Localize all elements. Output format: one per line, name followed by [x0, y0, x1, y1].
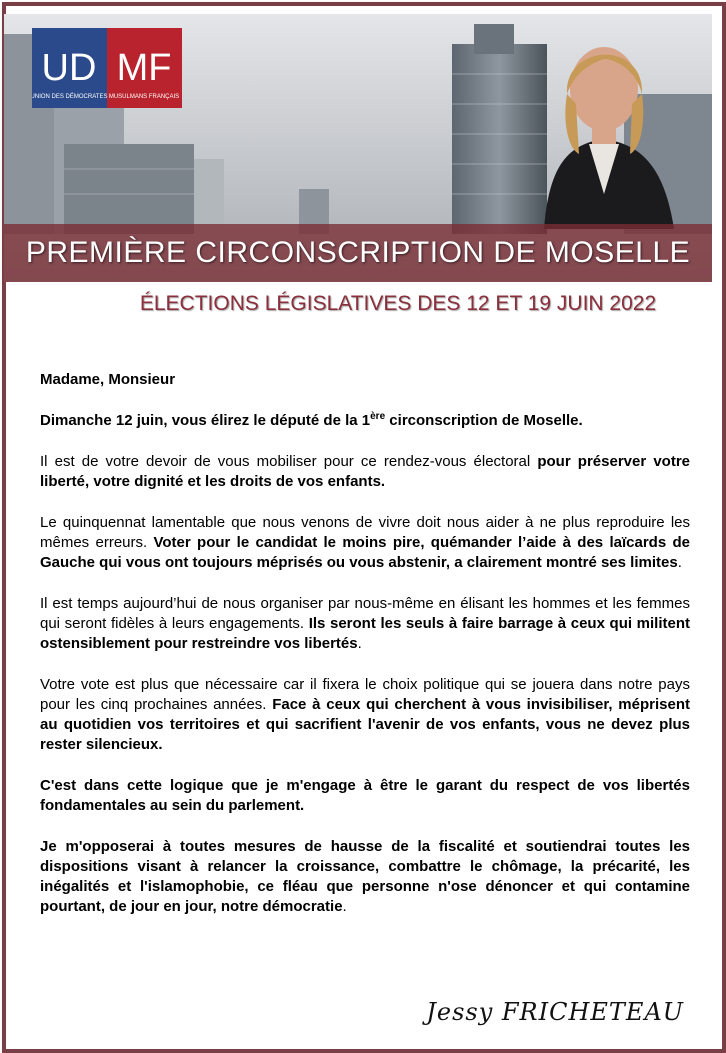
p4-text-b: Ils seront les seuls à faire barrage à ceux qui militent ostensiblement pour restreindre vos libertés — [40, 615, 690, 652]
logo-right-caption: MUSULMANS FRANÇAIS — [108, 94, 180, 100]
p2-text-a: Il est de votre devoir de vous mobiliser pour ce rendez-vous électoral — [40, 453, 538, 470]
page-title: PREMIÈRE CIRCONSCRIPTION DE MOSELLE — [25, 236, 691, 269]
letter-body — [40, 370, 690, 938]
p4-text-c: . — [357, 635, 362, 652]
p3-text-a: Le quinquennat lamentable que nous venons de vivre doit nous aider à ne plus reproduire les mêmes erreurs. — [40, 514, 690, 551]
p1-superscript: ère — [370, 411, 386, 422]
p3-text-c: . — [677, 554, 682, 571]
paragraph-6 — [40, 776, 690, 816]
p7-text-a: Je m'opposerai à toutes mesures de hausse de la fiscalité et soutiendrai toutes les dispositions visant à relancer la croissance, combattre le chômage, la précarité, les inégalités et l'islamophobie, ce fléau que personne n'ose dénoncer et qui contamine pourtant, de jour en jour, notre démocratie — [40, 838, 690, 915]
paragraph-3 — [40, 513, 690, 573]
p5-text-b: Face à ceux qui cherchent à vous invisibiliser, méprisent au quotidien vos territoires et qui sacrifient l'avenir de vos enfants, vous ne devez plus rester silencieux. — [40, 696, 690, 753]
p4-text-a: Il est temps aujourd’hui de nous organiser par nous-même en élisant les hommes et les femmes qui seront fidèles à leurs engagements. — [40, 595, 690, 632]
paragraph-5 — [40, 675, 690, 755]
logo-right-letters: MF — [116, 47, 172, 89]
signature: Jessy FRICHETEAU — [426, 998, 684, 1026]
paragraph-1 — [40, 411, 690, 431]
party-logo — [32, 28, 182, 108]
greeting: Madame, Monsieur — [40, 371, 176, 388]
election-subtitle: ÉLECTIONS LÉGISLATIVES DES 12 ET 19 JUIN 2022 — [139, 292, 657, 315]
paragraph-4 — [40, 594, 690, 654]
p6-text: C'est dans cette logique que je m'engage à être le garant du respect de vos libertés fondamentales au sein du parlement. — [40, 777, 690, 814]
p5-text-a: Votre vote est plus que nécessaire car il fixera le choix politique qui se jouera dans notre pays pour les cinq prochaines années. — [40, 676, 690, 713]
header-banner — [4, 14, 712, 282]
p2-text-b: pour préserver votre liberté, votre dignité et les droits de vos enfants. — [40, 453, 690, 490]
p3-text-b: Voter pour le candidat le moins pire, quémander l’aide à des laïcards de Gauche qui vous ont toujours méprisés ou vous abstenir, a clairement montré ses limites — [40, 534, 690, 571]
logo-left-caption: UNION DES DÉMOCRATES — [32, 94, 108, 100]
p1-text-a: Dimanche 12 juin, vous élirez le député de la 1 — [40, 412, 371, 429]
paragraph-7 — [40, 837, 690, 917]
paragraph-2 — [40, 452, 690, 492]
logo-left-letters: UD — [41, 47, 97, 89]
p7-text-b: . — [342, 898, 347, 915]
p1-text-b: circonscription de Moselle. — [385, 412, 583, 429]
